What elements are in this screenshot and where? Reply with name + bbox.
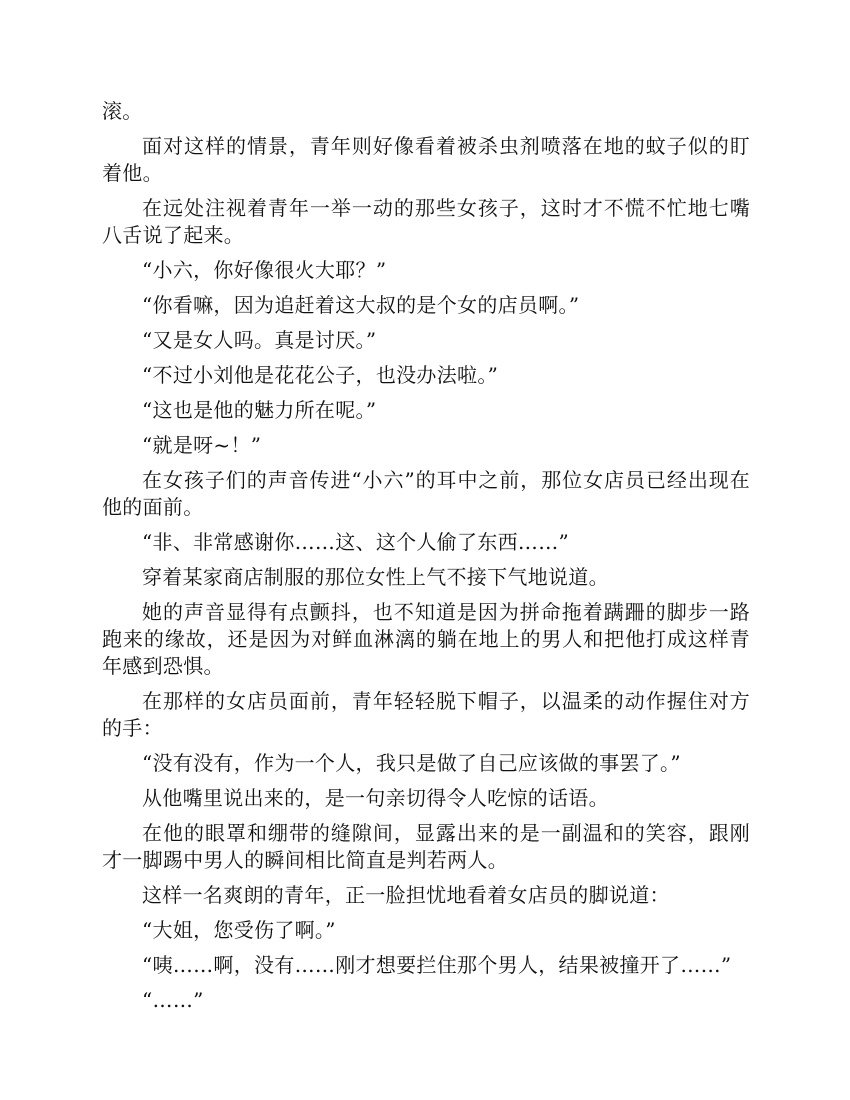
paragraph: 她的声音显得有点颤抖，也不知道是因为拼命拖着蹒跚的脚步一路跑来的缘故，还是因为对鲜血淋漓的躺在地上的男人和把他打成这样青年感到恐惧。 xyxy=(102,600,750,678)
paragraph: 这样一名爽朗的青年，正一脸担忧地看着女店员的脚说道： xyxy=(142,883,670,907)
dialogue-line: “就是呀~！” xyxy=(142,433,262,457)
dialogue-line: “不过小刘他是花花公子，也没办法啦。” xyxy=(142,363,499,387)
paragraph: 面对这样的情景，青年则好像看着被杀虫剂喷落在地的蚊子似的盯着他。 xyxy=(102,134,750,185)
dialogue-line: “……” xyxy=(142,988,204,1012)
dialogue-line: “这也是他的魅力所在呢。” xyxy=(142,398,377,422)
dialogue-line: “大姐，您受伤了啊。” xyxy=(142,918,336,942)
dialogue-line: “咦……啊，没有……刚才想要拦住那个男人，结果被撞开了……” xyxy=(142,953,732,977)
dialogue-line: “没有没有，作为一个人，我只是做了自己应该做的事罢了。” xyxy=(142,751,681,775)
paragraph: 在那样的女店员面前，青年轻轻脱下帽子，以温柔的动作握住对方的手： xyxy=(102,689,750,740)
paragraph: 在他的眼罩和绷带的缝隙间，显露出来的是一副温和的笑容，跟刚才一脚踢中男人的瞬间相比简直是判若两人。 xyxy=(102,821,750,872)
paragraph: 从他嘴里说出来的，是一句亲切得令人吃惊的话语。 xyxy=(142,786,609,810)
document-page xyxy=(102,98,750,1022)
paragraph: 穿着某家商店制服的那位女性上气不接下气地说道。 xyxy=(142,565,609,589)
paragraph: 在女孩子们的声音传进“小六”的耳中之前，那位女店员已经出现在他的面前。 xyxy=(102,468,750,519)
dialogue-line: “非、非常感谢你……这、这个人偷了东西……” xyxy=(142,530,570,554)
dialogue-line: “你看嘛，因为追赶着这大叔的是个女的店员啊。” xyxy=(142,293,580,317)
dialogue-line: “小六，你好像很火大耶？” xyxy=(142,258,387,282)
paragraph: 在远处注视着青年一举一动的那些女孩子，这时才不慌不忙地七嘴八舌说了起来。 xyxy=(102,196,750,247)
paragraph: 滚。 xyxy=(102,99,143,123)
dialogue-line: “又是女人吗。真是讨厌。” xyxy=(142,328,377,352)
